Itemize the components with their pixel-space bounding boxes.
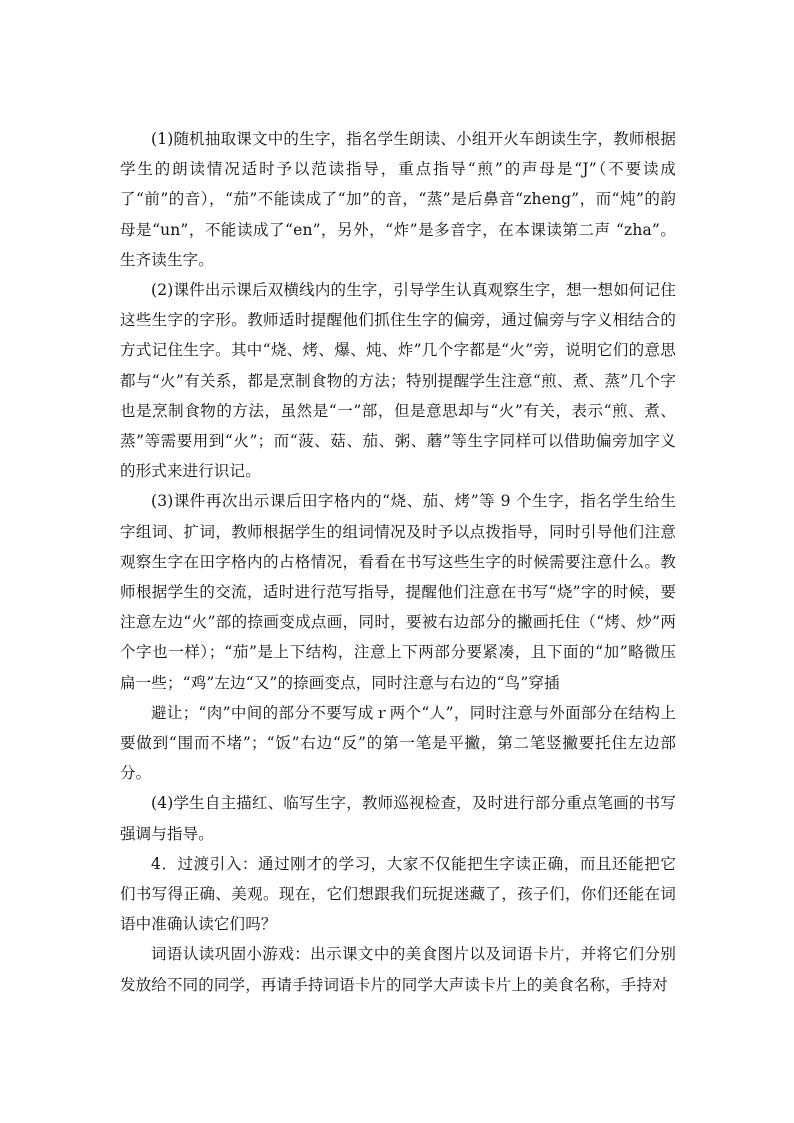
document-body <box>120 124 676 1000</box>
paragraph-memorize-radicals: (2)课件出示课后双横线内的生字，引导学生认真观察生字，想一想如何记住这些生字的字形。教师适时提醒他们抓住生字的偏旁，通过偏旁与字义相结合的方式记住生字。其中“烧、烤、爆、炖、炸”几个字都是“火”旁，说明它们的意思都与“火”有关系，都是烹制食物的方法；特别提醒学生注意“煎、煮、蒸”几个字也是烹制食物的方法，虽然是“一”部，但是意思却与“火”有关，表示“煎、煮、蒸”等需要用到“火”；而“菠、菇、茄、粥、蘑”等生字同样可以借助偏旁加字义的形式来进行识记。 <box>120 281 676 481</box>
paragraph-reading-practice: (1)随机抽取课文中的生字，指名学生朗读、小组开火车朗读生字，教师根据学生的朗读情况适时予以范读指导，重点指导“煎”的声母是“J”（不要读成了“前”的音），“茄”不能读成了“加”的音，“蒸”是后鼻音“zheng”，而“炖”的韵母是“un”，不能读成了“en”，另外，“炸”是多音字，在本课读第二声 “zha”。生齐读生字。 <box>120 130 676 269</box>
paragraph-tracing-practice: (4)学生自主描红、临写生字，教师巡视检查，及时进行部分重点笔画的书写强调与指导。 <box>120 794 676 843</box>
paragraph-word-game: 词语认读巩固小游戏：出示课文中的美食图片以及词语卡片，并将它们分别发放给不同的同学，再请手持词语卡片的同学大声读卡片上的美食名称，手持对 <box>120 945 676 994</box>
paragraph-writing-guidance: (3)课件再次出示课后田字格内的“烧、茄、烤”等 9 个生字，指名学生给生字组词、扩词，教师根据学生的组词情况及时予以点拨指导，同时引导他们注意观察生字在田字格内的占格情况，看看在书写这些生字的时候需要注意什么。教师根据学生的交流，适时进行范写指导，提醒他们注意在书写“烧”字的时候，要注意左边“火”部的捺画变成点画，同时，要被右边部分的撇画托住（“烤、炒”两个字也一样）；“茄”是上下结构，注意上下两部分要紧凑，且下面的“加”略微压扁一些；“鸡”左边“又”的捺画变点，同时注意与右边的“鸟”穿插 <box>120 492 676 692</box>
paragraph-transition: 4．过渡引入：通过刚才的学习，大家不仅能把生字读正确，而且还能把它们书写得正确、美观。现在，它们想跟我们玩捉迷藏了，孩子们，你们还能在词语中准确认读它们吗？ <box>120 854 676 934</box>
paragraph-writing-guidance-continued: 避让；“肉”中间的部分不要写成ｒ两个“人”，同时注意与外面部分在结构上要做到“围而不堵”；“饭”右边“反”的第一笔是平撇，第二笔竖撇要托住左边部分。 <box>120 703 676 783</box>
